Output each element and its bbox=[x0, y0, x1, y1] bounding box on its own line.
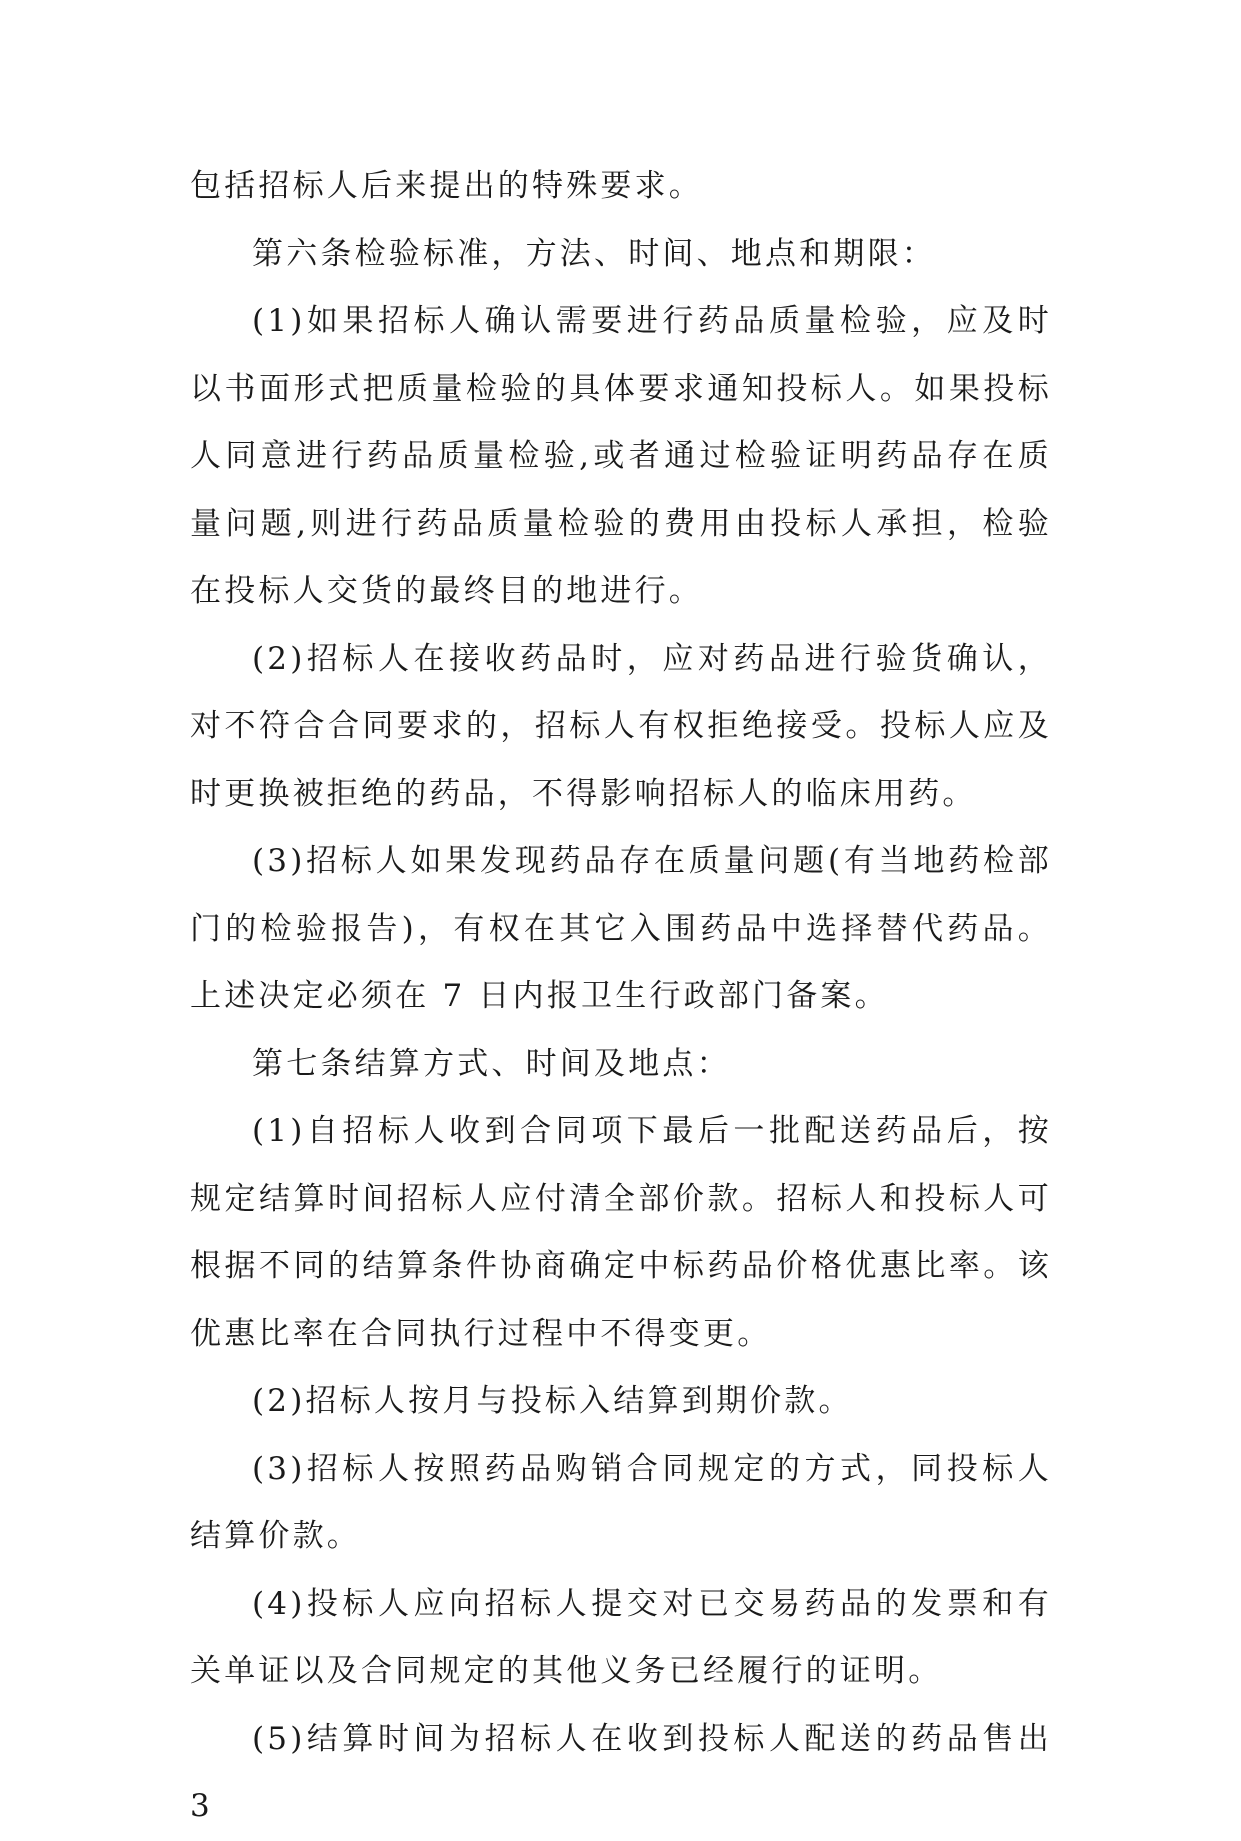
paragraph: (3)招标人按照药品购销合同规定的方式，同投标人结算价款。 bbox=[190, 1450, 1052, 1554]
paragraph: (1)自招标人收到合同项下最后一批配送药品后，按规定结算时间招标人应付清全部价款。招标人和投标人可根据不同的结算条件协商确定中标药品价格优惠比率。该优惠比率在合同执行过程中不得变更。 bbox=[190, 1113, 1052, 1352]
paragraph: 包括招标人后来提出的特殊要求。 bbox=[190, 168, 703, 204]
paragraph: (5)结算时间为招标人在收到投标人配送的药品售出 3 bbox=[190, 1720, 1052, 1824]
document-body bbox=[190, 153, 1052, 1841]
paragraph: (2)招标人在接收药品时，应对药品进行验货确认，对不符合合同要求的，招标人有权拒绝接受。投标人应及时更换被拒绝的药品，不得影响招标人的临床用药。 bbox=[190, 640, 1052, 812]
paragraph: (1)如果招标人确认需要进行药品质量检验，应及时以书面形式把质量检验的具体要求通知投标人。如果投标人同意进行药品质量检验,或者通过检验证明药品存在质量问题,则进行药品质量检验的费用由投标人承担，检验在投标人交货的最终目的地进行。 bbox=[190, 303, 1052, 609]
section-heading-article-6: 第六条检验标准，方法、时间、地点和期限： bbox=[252, 235, 936, 272]
paragraph: (4)投标人应向招标人提交对已交易药品的发票和有关单证以及合同规定的其他义务已经履行的证明。 bbox=[190, 1585, 1052, 1689]
paragraph: (3)招标人如果发现药品存在质量问题(有当地药检部门的检验报告)，有权在其它入围药品中选择替代药品。上述决定必须在 7 日内报卫生行政部门备案。 bbox=[190, 843, 1052, 1014]
section-heading-article-7: 第七条结算方式、时间及地点： bbox=[252, 1045, 731, 1082]
paragraph: (2)招标人按月与投标入结算到期价款。 bbox=[252, 1383, 853, 1419]
